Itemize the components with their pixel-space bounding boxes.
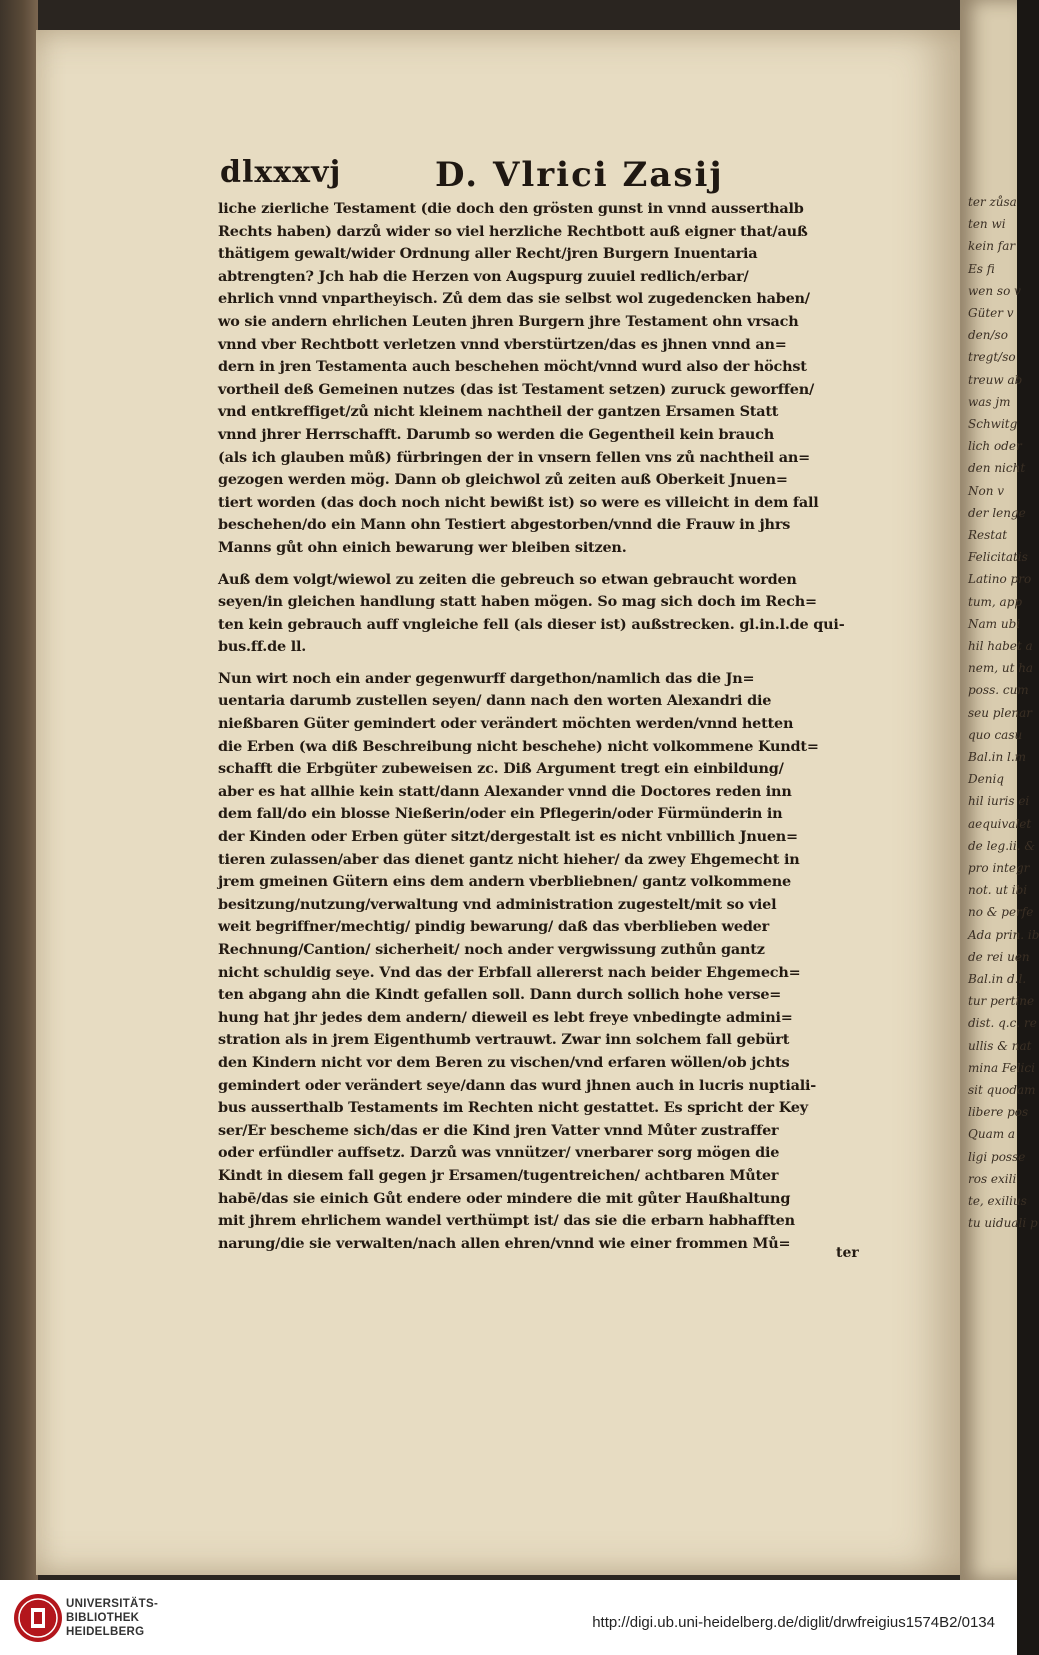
margin-note-fragment: Latino pro bbox=[968, 572, 1032, 587]
margin-note-fragment: wen so v bbox=[968, 283, 1021, 298]
margin-note-fragment: quo casu bbox=[968, 727, 1023, 742]
margin-note-fragment: de rei uen bbox=[968, 949, 1030, 964]
text-line: mit jhrem ehrlichem wandel verthümpt ist/ das sie die erbarn habhafften bbox=[218, 1212, 795, 1230]
margin-note-fragment: seu plenar bbox=[968, 705, 1033, 720]
text-line: tiert worden (das doch noch nicht bewißt ist) so were es villeicht in dem fall bbox=[218, 493, 819, 511]
text-line: uentaria darumb zustellen seyen/ dann nach den worten Alexandri die bbox=[218, 692, 772, 710]
margin-note-fragment: Restat bbox=[968, 528, 1008, 542]
text-paragraph bbox=[218, 668, 866, 1255]
catchword: ter bbox=[836, 1245, 859, 1261]
margin-note-fragment: Felicitatis bbox=[968, 550, 1028, 565]
text-line: ser/Er bescheme sich/das er die Kind jren Vatter vnnd Můter zustraffer bbox=[218, 1121, 779, 1139]
margin-note-fragment: Quam a bbox=[968, 1127, 1016, 1142]
book-gutter-left bbox=[0, 0, 38, 1580]
margin-note-fragment: Güter v bbox=[968, 306, 1014, 320]
margin-note-fragment: ter zůsa bbox=[968, 195, 1017, 209]
margin-note-fragment: ullis & nat bbox=[968, 1038, 1032, 1053]
text-line: (als ich glauben můß) fürbringen der in vnsern fellen vns zů nachtheil an= bbox=[218, 448, 811, 466]
margin-note-fragment: Bal.in d.l. bbox=[968, 972, 1027, 986]
margin-note-fragment: not. ut ibi bbox=[968, 883, 1028, 898]
text-line: schafft die Erbgüter zubeweisen zc. Diß Argument tregt ein einbildung/ bbox=[218, 760, 784, 778]
institution-name bbox=[66, 1597, 158, 1639]
margin-note-fragment: den nicht bbox=[968, 461, 1026, 476]
text-line: vortheil deß Gemeinen nutzes (das ist Testament setzen) zuruck geworffen/ bbox=[218, 380, 815, 398]
text-line: seyen/in gleichen handlung statt haben mögen. So mag sich doch im Rech= bbox=[218, 593, 817, 611]
text-line: oder erfündler auffsetz. Darzů was vnnützer/ vnerbarer sorg mögen die bbox=[218, 1144, 780, 1162]
text-line: bus.ff.de ll. bbox=[218, 638, 307, 656]
text-line: dem fall/do ein blosse Nießerin/oder ein Pflegerin/oder Fürmünderin in bbox=[218, 805, 783, 823]
margin-note-fragment: mina Felici bbox=[968, 1060, 1035, 1075]
folio-number: dlxxxvj bbox=[220, 155, 342, 190]
text-line: vnd entkreffiget/zů nicht kleinem nachtheil der gantzen Ersamen Statt bbox=[218, 403, 779, 421]
margin-note-fragment: hil iuris ei bbox=[968, 794, 1030, 809]
facing-page-edge bbox=[960, 0, 1039, 1580]
margin-note-fragment: aequivalet bbox=[968, 816, 1032, 831]
text-line: Rechts haben) darzů wider so viel herzliche Rechtbott auß eigner that/auß bbox=[218, 222, 808, 240]
institution-line: HEIDELBERG bbox=[66, 1626, 145, 1638]
margin-note-fragment: kein far bbox=[968, 239, 1016, 254]
margin-note-fragment: tum, app bbox=[968, 594, 1023, 609]
text-line: wo sie andern ehrlichen Leuten jhren Burgern jhre Testament ohn vrsach bbox=[218, 312, 799, 330]
text-line: Nun wirt noch ein ander gegenwurff dargethon/namlich das die Jn= bbox=[218, 669, 755, 687]
text-line: weit begriffner/mechtig/ pindig bewarung/ daß das vberblieben weder bbox=[218, 918, 770, 936]
text-line: Manns gůt ohn einich bewarung wer bleiben sitzen. bbox=[218, 538, 627, 556]
margin-note-fragment: libere pos bbox=[968, 1105, 1029, 1120]
margin-note-fragment: Non v bbox=[968, 483, 1005, 498]
margin-note-fragment: ten wi bbox=[968, 217, 1006, 232]
margin-note-fragment: Nam ubi bbox=[968, 616, 1021, 631]
text-line: Auß dem volgt/wiewol zu zeiten die gebreuch so etwan gebraucht worden bbox=[218, 570, 797, 588]
margin-note-fragment: hil habet a bbox=[968, 639, 1033, 653]
margin-note-fragment: pro integr bbox=[968, 861, 1030, 875]
margin-note-fragment: der lenge bbox=[968, 505, 1026, 520]
text-line: die Erben (wa diß Beschreibung nicht beschehe) nicht volkommene Kundt= bbox=[218, 737, 819, 755]
text-line: ten abgang ahn die Kindt gefallen soll. Dann durch sollich hohe verse= bbox=[218, 986, 782, 1004]
text-paragraph bbox=[218, 569, 866, 659]
margin-note-fragment: no & perfe bbox=[968, 905, 1034, 920]
running-head: D. Vlrici Zasij bbox=[435, 155, 724, 195]
text-line: narung/die sie verwalten/nach allen ehren/vnnd wie einer frommen Mů= bbox=[218, 1234, 791, 1252]
text-line: abtrengten? Jch hab die Herzen von Augspurg zuuiel redlich/erbar/ bbox=[218, 267, 749, 285]
text-line: gemindert oder verändert seye/dann das wurd jhnen auch in lucris nuptiali- bbox=[218, 1076, 817, 1094]
text-line: dern in jren Testamenta auch beschehen möcht/vnnd wurd also der höchst bbox=[218, 358, 807, 376]
text-line: beschehen/do ein Mann ohn Testiert abgestorben/vnnd die Frauw in jhrs bbox=[218, 516, 791, 534]
university-seal-icon bbox=[12, 1592, 64, 1644]
margin-note-fragment: Bal.in l.m bbox=[968, 750, 1027, 764]
text-line: besitzung/nutzung/verwaltung vnd administration zugestelt/mit so viel bbox=[218, 895, 777, 913]
margin-note-fragment: lich oder bbox=[968, 439, 1022, 454]
margin-note-fragment: dist. q.c. re bbox=[968, 1016, 1037, 1031]
margin-note-fragment: tregt/so bbox=[968, 350, 1016, 365]
text-line: nicht schuldig seye. Vnd das der Erbfall allererst nach beider Ehgemech= bbox=[218, 963, 801, 981]
margin-note-fragment: sit quodam bbox=[968, 1083, 1036, 1097]
text-line: thätigem gewalt/wider Ordnung aller Recht/jren Burgern Inuentaria bbox=[218, 245, 758, 263]
text-line: vnnd jhrer Herrschafft. Darumb so werden die Gegentheil kein brauch bbox=[218, 425, 774, 443]
institution-line: BIBLIOTHEK bbox=[66, 1612, 140, 1624]
margin-note-fragment: de leg.ii. & bbox=[968, 838, 1036, 853]
viewer-footer bbox=[0, 1580, 1017, 1655]
text-line: tieren zulassen/aber das dienet gantz nicht hieher/ da zwey Ehgemecht in bbox=[218, 850, 800, 868]
text-line: aber es hat allhie kein statt/dann Alexander vnnd die Doctores reden inn bbox=[218, 782, 792, 800]
text-line: hung hat jhr jedes dem andern/ dieweil es lebt freye vnbedingte admini= bbox=[218, 1008, 793, 1026]
text-paragraph bbox=[218, 198, 866, 560]
permalink-url[interactable]: http://digi.ub.uni-heidelberg.de/diglit/drwfreigius1574B2/0134 bbox=[592, 1614, 995, 1631]
text-line: der Kinden oder Erben güter sitzt/dergestalt ist es nicht vnbillich Jnuen= bbox=[218, 828, 798, 846]
margin-note-fragment: tur pertine bbox=[968, 994, 1035, 1009]
institution-line: UNIVERSITÄTS- bbox=[66, 1598, 159, 1610]
text-line: ehrlich vnnd vnpartheyisch. Zů dem das sie selbst wol zugedencken haben/ bbox=[218, 290, 810, 308]
text-line: bus ausserthalb Testaments im Rechten nicht gestattet. Es spricht der Key bbox=[218, 1099, 808, 1117]
margin-note-fragment: poss. cum bbox=[968, 683, 1029, 698]
margin-note-fragment: Schwitg bbox=[968, 417, 1018, 431]
margin-note-fragment: ros exili bbox=[968, 1171, 1017, 1186]
text-line: vnnd vber Rechtbott verletzen vnnd vberstürtzen/das es jhnen vnnd an= bbox=[218, 335, 787, 353]
text-line: den Kindern nicht vor dem Beren zu vischen/vnd erfaren wöllen/ob jchts bbox=[218, 1053, 790, 1071]
text-line: gezogen werden mög. Dann ob gleichwol zů zeiten auß Oberkeit Jnuen= bbox=[218, 471, 788, 489]
text-line: jrem gmeinen Gütern eins dem andern vberbliebnen/ gantz volkommene bbox=[218, 873, 791, 891]
margin-note-fragment: treuw ab bbox=[968, 372, 1023, 387]
margin-note-fragment: nem, ut ha bbox=[968, 661, 1034, 676]
text-line: liche zierliche Testament (die doch den grösten gunst in vnnd ausserthalb bbox=[218, 200, 804, 217]
text-line: stration als in jrem Eigenthumb vertrauwt. Zwar inn solchem fall gebürt bbox=[218, 1031, 790, 1049]
text-line: ten kein gebrauch auff vngleiche fell (als dieser ist) außstrecken. gl.in.l.de qui- bbox=[218, 615, 845, 633]
margin-note-fragment: Ada prin. ib bbox=[968, 927, 1039, 942]
text-line: habē/das sie einich Gůt endere oder mindere die mit gůter Haußhaltung bbox=[218, 1189, 791, 1207]
margin-note-fragment: te, exilius bbox=[968, 1194, 1027, 1208]
text-line: nießbaren Güter gemindert oder verändert möchten werden/vnnd hetten bbox=[218, 715, 794, 733]
text-line: Rechnung/Cantion/ sicherheit/ noch ander vergwissung zuthůn gantz bbox=[218, 941, 765, 958]
margin-note-fragment: den/so bbox=[968, 328, 1008, 343]
margin-note-fragment: Es fi bbox=[968, 261, 995, 276]
page-body-text bbox=[218, 198, 866, 1264]
margin-note-fragment: Deniq bbox=[968, 772, 1004, 787]
margin-note-fragment: ligi posse bbox=[968, 1149, 1026, 1164]
margin-note-fragment: was jm bbox=[968, 394, 1011, 409]
margin-note-fragment: tu uiduali p bbox=[968, 1216, 1038, 1231]
text-line: Kindt in diesem fall gegen jr Ersamen/tugentreichen/ achtbaren Můter bbox=[218, 1166, 779, 1184]
